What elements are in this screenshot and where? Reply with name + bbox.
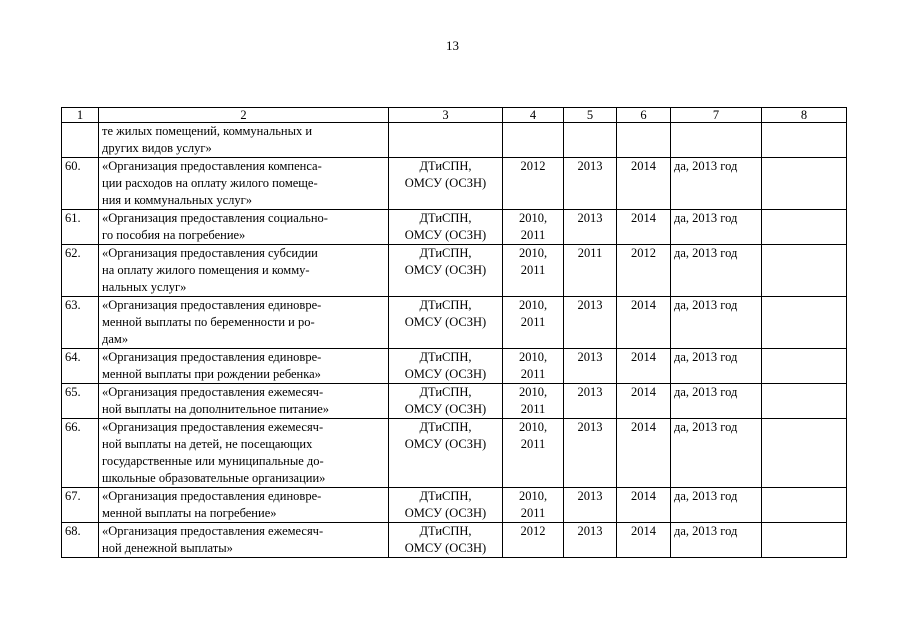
row-number-cell: 67.: [62, 488, 99, 523]
services-table: [61, 107, 847, 558]
table-row: [62, 349, 847, 384]
table-row: [62, 384, 847, 419]
header-cell-3: 3: [389, 108, 503, 123]
year-col-4-cell: 2012: [503, 523, 564, 558]
status-cell: да, 2013 год: [671, 210, 762, 245]
row-number-cell: 60.: [62, 158, 99, 210]
service-name-cell: «Организация предоставления единовре- менной выплаты по беременности и ро- дам»: [99, 297, 389, 349]
year-col-4-cell: 2010, 2011: [503, 488, 564, 523]
year-col-5-cell: 2013: [564, 210, 617, 245]
row-number-cell: 66.: [62, 419, 99, 488]
col-8-cell: [762, 297, 847, 349]
service-name-cell: «Организация предоставления компенса- ции расходов на оплату жилого помеще- ния и коммунальных услуг»: [99, 158, 389, 210]
table-row: [62, 245, 847, 297]
header-row: [62, 108, 847, 123]
executor-cell: ДТиСПН, ОМСУ (ОСЗН): [389, 297, 503, 349]
table-row: [62, 523, 847, 558]
row-number-cell: 64.: [62, 349, 99, 384]
col-8-cell: [762, 210, 847, 245]
year-col-6-cell: 2014: [617, 419, 671, 488]
year-col-5-cell: 2013: [564, 419, 617, 488]
year-col-5-cell: 2013: [564, 158, 617, 210]
year-col-4-cell: 2010, 2011: [503, 297, 564, 349]
table-row: [62, 419, 847, 488]
year-col-6-cell: 2014: [617, 158, 671, 210]
status-cell: да, 2013 год: [671, 158, 762, 210]
table-row: [62, 123, 847, 158]
col-8-cell: [762, 158, 847, 210]
year-col-5-cell: 2013: [564, 349, 617, 384]
row-number-cell: 63.: [62, 297, 99, 349]
col-8-cell: [762, 384, 847, 419]
row-number-cell: 62.: [62, 245, 99, 297]
service-name-cell: «Организация предоставления единовре- менной выплаты при рождении ребенка»: [99, 349, 389, 384]
executor-cell: ДТиСПН, ОМСУ (ОСЗН): [389, 384, 503, 419]
table-row: [62, 297, 847, 349]
year-col-4-cell: 2010, 2011: [503, 245, 564, 297]
status-cell: да, 2013 год: [671, 488, 762, 523]
executor-cell: ДТиСПН, ОМСУ (ОСЗН): [389, 488, 503, 523]
executor-cell: ДТиСПН, ОМСУ (ОСЗН): [389, 419, 503, 488]
year-col-5-cell: 2013: [564, 297, 617, 349]
year-col-4-cell: 2010, 2011: [503, 210, 564, 245]
executor-cell: [389, 123, 503, 158]
header-cell-5: 5: [564, 108, 617, 123]
year-col-5-cell: 2013: [564, 488, 617, 523]
executor-cell: ДТиСПН, ОМСУ (ОСЗН): [389, 349, 503, 384]
service-name-cell: «Организация предоставления ежемесяч- ной денежной выплаты»: [99, 523, 389, 558]
executor-cell: ДТиСПН, ОМСУ (ОСЗН): [389, 523, 503, 558]
service-name-cell: те жилых помещений, коммунальных и других видов услуг»: [99, 123, 389, 158]
year-col-6-cell: 2014: [617, 523, 671, 558]
year-col-4-cell: [503, 123, 564, 158]
col-8-cell: [762, 349, 847, 384]
row-number-cell: 61.: [62, 210, 99, 245]
header-cell-6: 6: [617, 108, 671, 123]
year-col-6-cell: 2014: [617, 488, 671, 523]
page-number: 13: [446, 38, 459, 53]
year-col-6-cell: 2014: [617, 349, 671, 384]
header-cell-8: 8: [762, 108, 847, 123]
table-row: [62, 488, 847, 523]
row-number-cell: 65.: [62, 384, 99, 419]
status-cell: да, 2013 год: [671, 297, 762, 349]
header-cell-1: 1: [62, 108, 99, 123]
status-cell: да, 2013 год: [671, 349, 762, 384]
service-name-cell: «Организация предоставления единовре- менной выплаты на погребение»: [99, 488, 389, 523]
year-col-4-cell: 2012: [503, 158, 564, 210]
col-8-cell: [762, 419, 847, 488]
executor-cell: ДТиСПН, ОМСУ (ОСЗН): [389, 245, 503, 297]
table-body: [62, 108, 847, 558]
status-cell: да, 2013 год: [671, 245, 762, 297]
year-col-6-cell: 2014: [617, 384, 671, 419]
service-name-cell: «Организация предоставления субсидии на оплату жилого помещения и комму- нальных услуг»: [99, 245, 389, 297]
year-col-5-cell: 2013: [564, 523, 617, 558]
status-cell: [671, 123, 762, 158]
header-cell-7: 7: [671, 108, 762, 123]
row-number-cell: [62, 123, 99, 158]
col-8-cell: [762, 245, 847, 297]
col-8-cell: [762, 523, 847, 558]
status-cell: да, 2013 год: [671, 523, 762, 558]
table-row: [62, 210, 847, 245]
year-col-6-cell: 2014: [617, 297, 671, 349]
service-name-cell: «Организация предоставления ежемесяч- ной выплаты на детей, не посещающих государственные или муниципальные до- школьные образовательные организации»: [99, 419, 389, 488]
col-8-cell: [762, 123, 847, 158]
status-cell: да, 2013 год: [671, 419, 762, 488]
year-col-5-cell: [564, 123, 617, 158]
table-row: [62, 158, 847, 210]
year-col-6-cell: 2014: [617, 210, 671, 245]
year-col-4-cell: 2010, 2011: [503, 384, 564, 419]
year-col-4-cell: 2010, 2011: [503, 419, 564, 488]
row-number-cell: 68.: [62, 523, 99, 558]
year-col-4-cell: 2010, 2011: [503, 349, 564, 384]
header-cell-4: 4: [503, 108, 564, 123]
year-col-6-cell: [617, 123, 671, 158]
executor-cell: ДТиСПН, ОМСУ (ОСЗН): [389, 158, 503, 210]
executor-cell: ДТиСПН, ОМСУ (ОСЗН): [389, 210, 503, 245]
year-col-6-cell: 2012: [617, 245, 671, 297]
col-8-cell: [762, 488, 847, 523]
year-col-5-cell: 2011: [564, 245, 617, 297]
service-name-cell: «Организация предоставления ежемесяч- ной выплаты на дополнительное питание»: [99, 384, 389, 419]
service-name-cell: «Организация предоставления социально- го пособия на погребение»: [99, 210, 389, 245]
header-cell-2: 2: [99, 108, 389, 123]
year-col-5-cell: 2013: [564, 384, 617, 419]
status-cell: да, 2013 год: [671, 384, 762, 419]
